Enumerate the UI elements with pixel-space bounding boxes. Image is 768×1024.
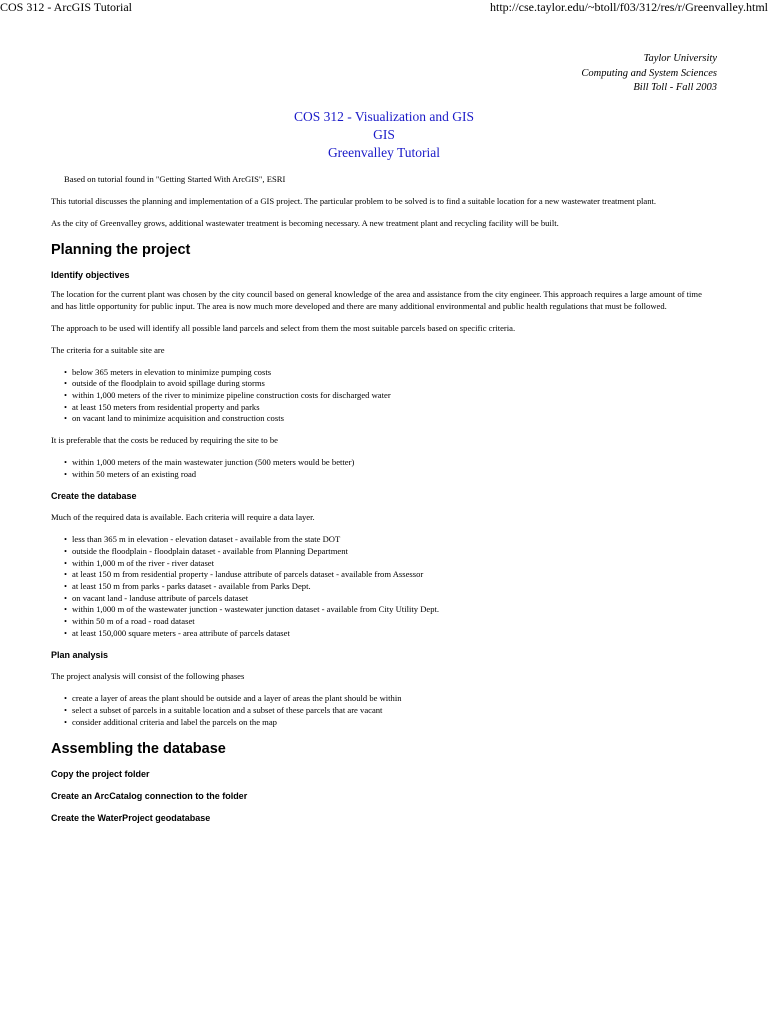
- list-item: • consider additional criteria and label the parcels on the map: [72, 717, 715, 729]
- objectives-paragraph-1: The location for the current plant was chosen by the city council based on general knowledge of the area and assistance from the city engineer. This approach requires a large amount of time and has little opportunity for public input. The area is now much more developed and there are many additional environmental and public health regulations that must be followed.: [51, 289, 702, 312]
- list-item: • create a layer of areas the plant should be outside and a layer of areas the plant should be within: [72, 693, 715, 705]
- preferences-intro: It is preferable that the costs be reduced by requiring the site to be: [51, 435, 278, 446]
- intro-paragraph-1: This tutorial discusses the planning and implementation of a GIS project. The particular problem to be solved is to find a suitable location for a new wastewater treatment plant.: [51, 195, 657, 206]
- phases-list: [51, 693, 715, 728]
- document-content: [51, 174, 715, 824]
- list-item: • select a subset of parcels in a suitable location and a subset of these parcels that are vacant: [72, 705, 715, 717]
- objectives-paragraph-2: The approach to be used will identify all possible land parcels and select from them the most suitable parcels based on specific criteria.: [51, 322, 516, 333]
- page-header-title: COS 312 - ArcGIS Tutorial: [0, 0, 133, 14]
- subject-title: GIS: [373, 127, 395, 142]
- subheading-create-database: Create the database: [51, 491, 137, 502]
- title-block: [0, 108, 768, 162]
- list-item: • at least 150 meters from residential property and parks: [72, 402, 715, 414]
- page-header-url[interactable]: http://cse.taylor.edu/~btoll/f03/312/res/r/Greenvalley.html: [490, 0, 768, 14]
- list-item: • outside of the floodplain to avoid spillage during storms: [72, 378, 715, 390]
- list-item: • on vacant land to minimize acquisition and construction costs: [72, 413, 715, 425]
- analysis-paragraph: The project analysis will consist of the following phases: [51, 671, 245, 682]
- based-on-note: Based on tutorial found in "Getting Started With ArcGIS", ESRI: [64, 174, 286, 184]
- subheading-create-geodatabase: Create the WaterProject geodatabase: [51, 813, 211, 824]
- list-item: • less than 365 m in elevation - elevation dataset - available from the state DOT: [72, 534, 715, 546]
- subheading-identify-objectives: Identify objectives: [51, 270, 130, 281]
- author-name-term: Bill Toll - Fall 2003: [633, 82, 717, 93]
- section-heading-planning: Planning the project: [51, 242, 191, 259]
- author-university: Taylor University: [643, 53, 717, 64]
- list-item: • within 1,000 meters of the river to minimize pipeline construction costs for discharged water: [72, 390, 715, 402]
- author-block: [581, 52, 717, 96]
- list-item: • within 1,000 m of the wastewater junction - wastewater junction dataset - available from City Utility Dept.: [72, 604, 715, 616]
- subheading-plan-analysis: Plan analysis: [51, 650, 109, 661]
- criteria-intro: The criteria for a suitable site are: [51, 344, 165, 355]
- list-item: • within 50 meters of an existing road: [72, 469, 715, 481]
- subheading-arccatalog-connection: Create an ArcCatalog connection to the folder: [51, 791, 248, 802]
- list-item: • within 50 m of a road - road dataset: [72, 616, 715, 628]
- database-paragraph: Much of the required data is available. Each criteria will require a data layer.: [51, 512, 315, 523]
- list-item: • at least 150 m from parks - parks dataset - available from Parks Dept.: [72, 581, 715, 593]
- course-title: COS 312 - Visualization and GIS: [293, 109, 475, 124]
- author-department: Computing and System Sciences: [581, 67, 717, 79]
- intro-paragraph-2: As the city of Greenvalley grows, additional wastewater treatment is becoming necessary. A new treatment plant and recycling facility will be built.: [51, 217, 559, 228]
- data-layers-list: [51, 534, 715, 639]
- tutorial-title: Greenvalley Tutorial: [327, 145, 441, 160]
- preferences-list: [51, 457, 715, 480]
- section-heading-assembling: Assembling the database: [51, 741, 226, 758]
- list-item: • at least 150,000 square meters - area attribute of parcels dataset: [72, 628, 715, 640]
- list-item: • on vacant land - landuse attribute of parcels dataset: [72, 593, 715, 605]
- list-item: • within 1,000 m of the river - river dataset: [72, 558, 715, 570]
- list-item: • within 1,000 meters of the main wastewater junction (500 meters would be better): [72, 457, 715, 469]
- list-item: • at least 150 m from residential property - landuse attribute of parcels dataset - available from Assessor: [72, 569, 715, 581]
- subheading-copy-folder: Copy the project folder: [51, 769, 150, 780]
- criteria-list: [51, 367, 715, 426]
- list-item: • below 365 meters in elevation to minimize pumping costs: [72, 367, 715, 379]
- list-item: • outside the floodplain - floodplain dataset - available from Planning Department: [72, 546, 715, 558]
